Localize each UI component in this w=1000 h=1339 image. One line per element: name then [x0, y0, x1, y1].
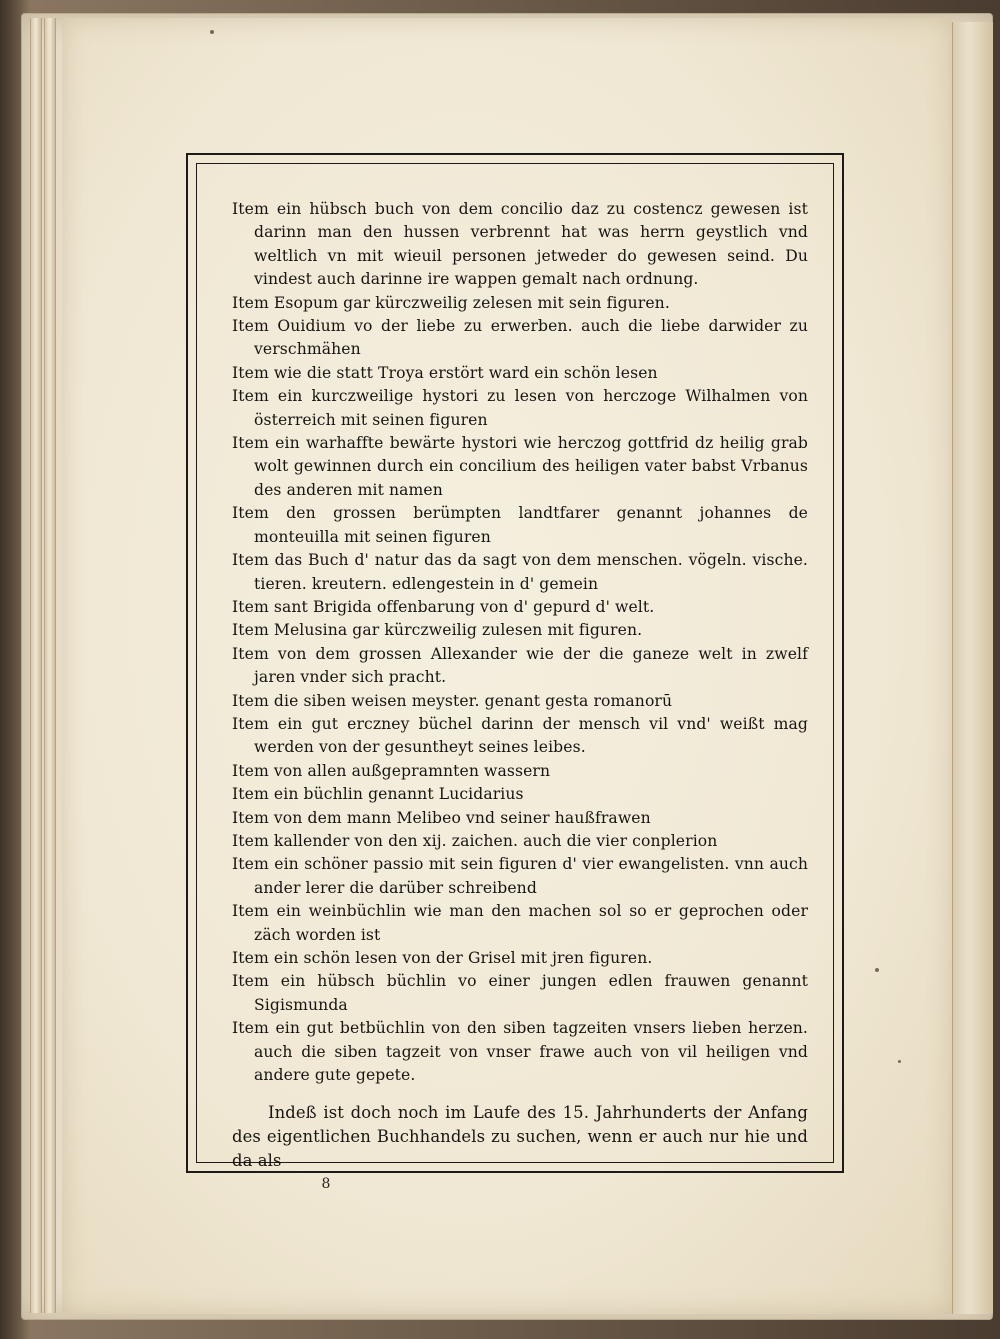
book-entry: Item ein schön lesen von der Grisel mit jren figuren.: [232, 949, 653, 967]
paper-speck: [210, 30, 214, 34]
paper-speck: [875, 968, 879, 972]
body-paragraph: Indeß ist doch noch im Laufe des 15. Jahrhunderts der Anfang des eigentlichen Buchhandels zu suchen, wenn er auch nur hie und da als: [232, 1103, 808, 1171]
book-entry: Item von allen außgepramnten wassern: [232, 761, 551, 780]
page-edge-left-1: [30, 18, 42, 1313]
page-text-block: [232, 198, 808, 1173]
book-entry: Item ein schöner passio mit sein figuren d' vier ewangelisten. vnn auch ander lerer die darüber schreibend: [232, 855, 808, 897]
page-edge-left-2: [44, 18, 56, 1313]
paper-speck: [898, 1060, 901, 1063]
book-entry: Item ein hübsch büchlin vo einer jungen edlen frauwen genannt Sigismunda: [232, 972, 808, 1014]
book-entry: Item ein gut erczney büchel darinn der mensch vil vnd' weißt mag werden von der gesuntheyt seines leibes.: [232, 714, 808, 757]
book-entry: Item Melusina gar kürczweilig zulesen mit figuren.: [232, 621, 643, 640]
book-entry: Item die siben weisen meyster. genant gesta romanorū: [232, 691, 673, 710]
book-entry: Item sant Brigida offenbarung von d' gepurd d' welt.: [232, 597, 655, 616]
book-entry: Item Esopum gar kürczweilig zelesen mit sein figuren.: [232, 293, 670, 312]
book-entry: Item ein hübsch buch von dem concilio daz zu costencz gewesen ist darinn man den hussen verbrennt hat was herrn geystlich vnd weltlich vn mit wieuil personen jetweder do gewesen seind. Du vindest auch darinne ire wappen gemalt nach ordnung.: [232, 200, 808, 289]
book-entry: Item ein kurczweilige hystori zu lesen von herczoge Wilhalmen von österreich mit seinen figuren: [232, 387, 808, 429]
book-entry: Item den grossen berümpten landtfarer genannt johannes de monteuilla mit seinen figuren: [232, 504, 808, 546]
book-entry: Item kallender von den xij. zaichen. auch die vier conplerion: [232, 831, 718, 850]
book-entry: Item wie die statt Troya erstört ward ein schön lesen: [232, 363, 658, 382]
book-entry: Item ein warhaffte bewärte hystori wie herczog gottfrid dz heilig grab wolt gewinnen durch ein concilium des heiligen vater babst Vrbanus des anderen mit namen: [232, 434, 808, 499]
book-entry: Item ein weinbüchlin wie man den machen sol so er geprochen oder zäch worden ist: [232, 902, 808, 944]
right-page-leaf: [952, 22, 993, 1314]
book-entry: Item ein gut betbüchlin von den siben tagzeiten vnsers lieben herzen. auch die siben tagzeit von vnser frawe auch von vil heiligen vnd andere gute gepete.: [232, 1019, 808, 1085]
book-entry: Item von dem grossen Allexander wie der die ganeze welt in zwelf jaren vnder sich pracht.: [232, 644, 808, 687]
page-number: 8: [321, 1176, 331, 1192]
book-entry: Item von dem mann Melibeo vnd seiner haußfrawen: [232, 808, 651, 827]
book-entry: Item Ouidium vo der liebe zu erwerben. auch die liebe darwider zu verschmähen: [232, 317, 808, 359]
book-entry: Item ein büchlin genannt Lucidarius: [232, 785, 524, 804]
book-entry: Item das Buch d' natur das da sagt von dem menschen. vögeln. vische. tieren. kreutern. edlengestein in d' gemein: [232, 551, 808, 593]
